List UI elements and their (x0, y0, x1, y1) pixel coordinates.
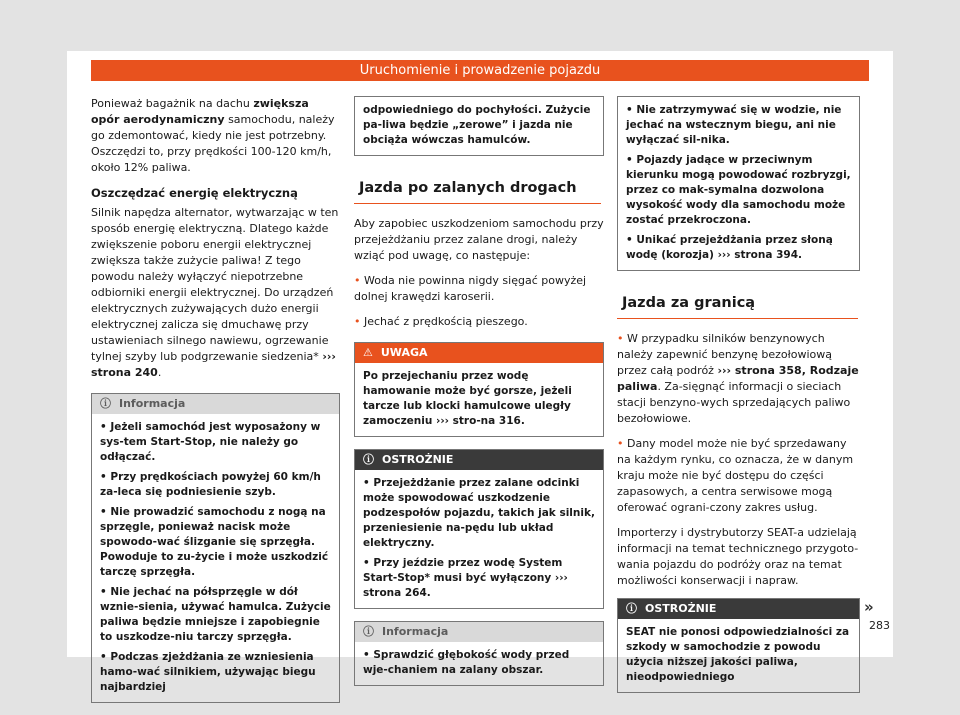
caution-circle-icon: ⓘ (363, 453, 374, 466)
list-item: • Podczas zjeżdżania ze wzniesienia hamo-wać silnikiem, używając biegu najbardziej (100, 651, 316, 693)
energy-heading: Oszczędzać energię elektryczną (91, 186, 298, 200)
section-heading-abroad: Jazda za granicą (617, 295, 858, 319)
list-item: • Dany model może nie być sprzedawany na każdym rynku, co oznacza, że w danym kraju może nie być dostępu do części zapasowych, a centra serwisowe mogą oferować ograni-czony zakres usług. (617, 437, 854, 514)
warning-triangle-icon: ⚠ (363, 346, 373, 359)
page-reference-link[interactable]: ››› strona 358, Rodzaje paliwa (617, 364, 859, 393)
list-item: • Nie prowadzić samochodu z nogą na sprzęgle, ponieważ nacisk może spowodo-wać ślizganie się sprzęgła. Powoduje to zu-życie i może uszkodzić tarczę sprzęgła. (100, 506, 329, 578)
info-box-continued: odpowiedniego do pochyłości. Zużycie pa-liwa będzie „zerowe” i jazda nie obciąża wówczas hamulców. (354, 96, 604, 156)
section-heading-flooded-roads: Jazda po zalanych drogach (354, 180, 601, 204)
list-item: • W przypadku silników benzynowych należy zapewnić benzynę bezołowiową przez całą podróż ››› strona 358, Rodzaje paliwa. Za-sięgnąć informacji o sieciach stacji benzyno-wych sprzedających paliwo bezołowiowe. (617, 332, 859, 425)
list-item: • Woda nie powinna nigdy sięgać powyżej dolnej krawędzi karoserii. (354, 274, 587, 303)
info-box: ⓘ Informacja • Jeżeli samochód jest wyposażony w sys-tem Start-Stop, nie należy go odłączać. • Przy prędkościach powyżej 60 km/h za-leca się podniesienie szyb. • Nie prowadzić samochodu z nogą na sprzęgle, ponieważ nacisk może spowodo-wać ślizganie się sprzęgła. Powoduje to zu-życie i może uszkodzić tarczę sprzęgła. • Nie jechać na półsprzęgle w dół wznie-sienia, używać hamulca. Zużycie paliwa będzie mniejsze i zapobiegnie to uszkodze-niu tarczy sprzęgła. • Podczas zjeżdżania ze wzniesienia hamo-wać silnikiem, używając biegu najbardziej (91, 393, 340, 703)
page-reference-link[interactable]: ››› strona 394 (717, 249, 799, 261)
caution-box: ⓘ OSTROŻNIE SEAT nie ponosi odpowiedzialności za szkody w samochodzie z powodu użycia niższej jakości paliwa, nieodpowiedniego (617, 598, 860, 693)
info-box: ⓘ Informacja • Sprawdzić głębokość wody przed wje-chaniem na zalany obszar. (354, 621, 604, 686)
manual-page (67, 51, 893, 693)
column-2: odpowiedniego do pochyłości. Zużycie pa-liwa będzie „zerowe” i jazda nie obciąża wówczas hamulców. Jazda po zalanych drogach Aby zapobiec uszkodzeniom samochodu przy przejeżdżaniu przez zalane drogi, należy wziąć pod uwagę, co następuje: • Woda nie powinna nigdy sięgać powyżej dolnej krawędzi karoserii. • Jechać z prędkością pieszego. ⚠ UWAGA Po przejechaniu przez wodę hamowanie może być gorsze, jeżeli tarcze lub klocki hamulcowe uległy zamoczeniu ››› stro-na 316. ⓘ OSTROŻNIE • Przejeżdżanie przez zalane odcinki może spowodować uszkodzenie podzespołów pojazdu, takich jak silnik, przeniesienie na-pędu lub układ elektryczny. • Przy jeździe przez wodę System Start-Stop* musi być wyłączony ››› strona 264. ⓘ Informacja • Sprawdzić głębokość wody przed wje-chaniem na zalany obszar. (354, 96, 604, 698)
list-item: • Sprawdzić głębokość wody przed wje-chaniem na zalany obszar. (363, 649, 570, 676)
info-icon: ⓘ (100, 397, 111, 410)
page-header-banner: Uruchomienie i prowadzenie pojazdu (91, 60, 869, 81)
list-item: • Jechać z prędkością pieszego. (354, 315, 528, 328)
list-item: • Nie jechać na półsprzęgle w dół wznie-sienia, używać hamulca. Zużycie paliwa będzie mniejsze i zapobiegnie to uszkodze-niu tarczy sprzęgła. (100, 586, 331, 643)
column-3: • Nie zatrzymywać się w wodzie, nie jechać na wstecznym biegu, ani nie wyłączać sil-nika. • Pojazdy jadące w przeciwnym kierunku mogą powodować rozbryzgi, przez co mak-symalna dozwolona wysokość wody dla samochodu może zostać przekroczona. • Unikać przejeżdżania przez słoną wodę (korozja) ››› strona 394. Jazda za granicą • W przypadku silników benzynowych należy zapewnić benzynę bezołowiową przez całą podróż ››› strona 358, Rodzaje paliwa. Za-sięgnąć informacji o sieciach stacji benzyno-wych sprzedających paliwo bezołowiowe. • Dany model może nie być sprzedawany na każdym rynku, co oznacza, że w danym kraju może nie być dostępu do części zapasowych, a centra serwisowe mogą oferować ograni-czony zakres usług. Importerzy i dystrybutorzy SEAT-a udzielają informacji na temat technicznego przygoto-wania pojazdu do podróży oraz na temat możliwości konserwacji i napraw. ⓘ OSTROŻNIE SEAT nie ponosi odpowiedzialności za szkody w samochodzie z powodu użycia niższej jakości paliwa, nieodpowiedniego (617, 96, 860, 705)
energy-paragraph: Silnik napędza alternator, wytwarzając w ten sposób energię elektryczną. Dlatego każde zwiększenie poboru energii elektrycznej zwiększa także zużycie paliwa! Z tego powodu należy wyłączyć niepotrzebne odbiorniki energii elektrycznej. Do urządzeń elektrycznych zużywających dużo energii elektrycznej zalicza się dmuchawę przy ustawieniach silnego nawiewu, ogrzewanie tylnej szyby lub podgrzewanie siedzenia* ››› strona 240. (91, 206, 339, 379)
list-item: • Pojazdy jadące w przeciwnym kierunku mogą powodować rozbryzgi, przez co mak-symalna dozwolona wysokość wody dla samochodu może zostać przekroczona. (626, 154, 851, 226)
info-icon: ⓘ (363, 625, 374, 638)
list-item: • Nie zatrzymywać się w wodzie, nie jechać na wstecznym biegu, ani nie wyłączać sil-nika. (626, 104, 842, 146)
page-reference-link[interactable]: ››› strona 240 (91, 350, 336, 379)
list-item: • Przejeżdżanie przez zalane odcinki może spowodować uszkodzenie podzespołów pojazdu, takich jak silnik, przeniesienie na-pędu lub układ elektryczny. (363, 477, 595, 549)
caution-box-continued (617, 96, 860, 271)
page-number: 283 (869, 619, 890, 632)
list-item: • Unikać przejeżdżania przez słoną wodę (korozja) ››› strona 394. (626, 234, 833, 261)
warning-box: ⚠ UWAGA Po przejechaniu przez wodę hamowanie może być gorsze, jeżeli tarcze lub klocki hamulcowe uległy zamoczeniu ››› stro-na 316. (354, 342, 604, 437)
caution-circle-icon: ⓘ (626, 602, 637, 615)
list-item: • Jeżeli samochód jest wyposażony w sys-tem Start-Stop, nie należy go odłączać. (100, 421, 321, 463)
caution-box: ⓘ OSTROŻNIE • Przejeżdżanie przez zalane odcinki może spowodować uszkodzenie podzespołów pojazdu, takich jak silnik, przeniesienie na-pędu lub układ elektryczny. • Przy jeździe przez wodę System Start-Stop* musi być wyłączony ››› strona 264. (354, 449, 604, 609)
list-item: • Przy prędkościach powyżej 60 km/h za-leca się podniesienie szyb. (100, 471, 321, 498)
continue-arrow-icon: » (864, 598, 874, 616)
page-reference-link[interactable]: ››› strona 264 (363, 572, 568, 599)
column-1 (91, 96, 340, 715)
list-item: • Przy jeździe przez wodę System Start-Stop* musi być wyłączony ››› strona 264. (363, 557, 568, 599)
roof-rack-paragraph: Ponieważ bagażnik na dachu zwiększa opór aerodynamiczny samochodu, należy go zdemontować, kiedy nie jest potrzebny. Oszczędzi to, przy prędkości 100-120 km/h, około 12% paliwa. (91, 97, 335, 174)
page-reference-link[interactable]: ››› stro-na 316 (436, 415, 521, 427)
